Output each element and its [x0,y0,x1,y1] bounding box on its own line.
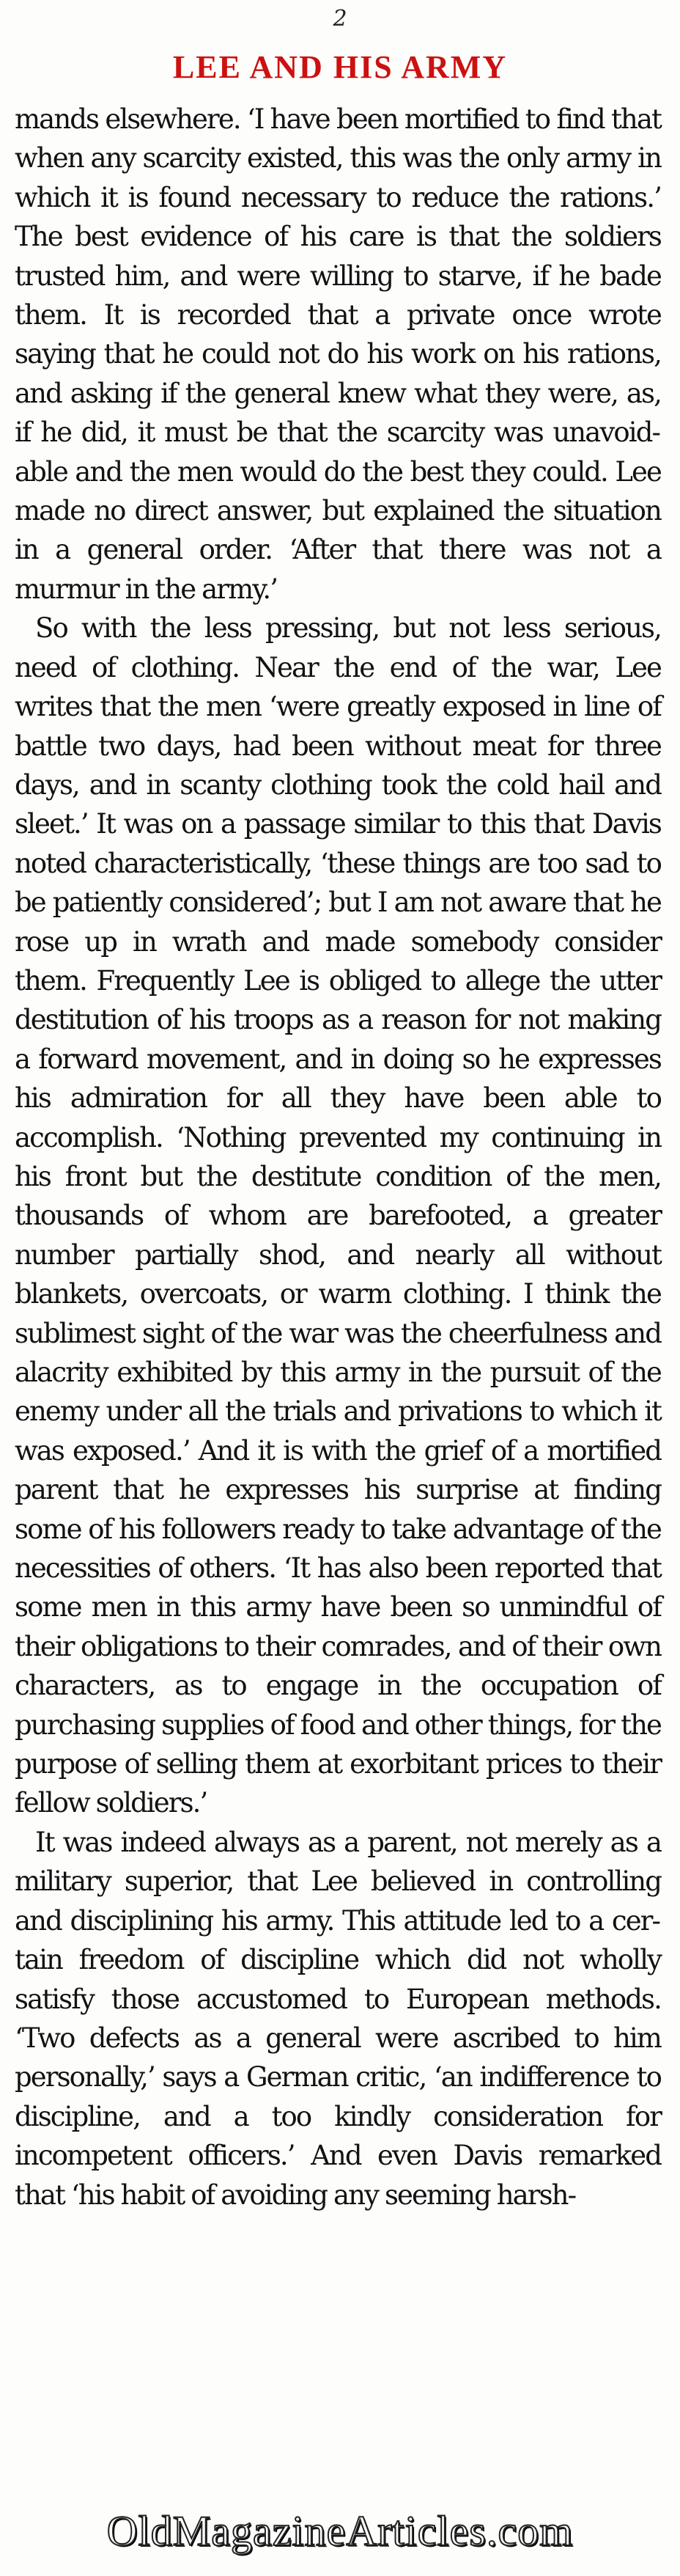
site-watermark: OldMagazineArticles.com [106,2507,574,2555]
page-number: 2 [333,6,347,32]
article-body [15,100,661,2214]
article-paragraph-3: It was indeed always as a parent, not merely as a military superior, that Lee believed in controlling and disciplining his army. This attitude led to a certain freedom of discipline which did not wholly satisfy those accustomed to European methods. ‘Two defects as a general were ascribed to him personally,’ says a German critic, ‘an indifference to discipline, and a too kindly consideration for incompetent officers.’ And even Davis remarked that ‘his habit of avoiding any seeming harsh- [15,1826,661,2211]
article-paragraph-2: So with the less pressing, but not less serious, need of clothing. Near the end of the war, Lee writes that the men ‘were greatly exposed in line of battle two days, had been without meat for three days, and in scanty clothing took the cold hail and sleet.’ It was on a passage similar to this that Davis noted characteristically, ‘these things are too sad to be patiently considered’; but I am not aware that he rose up in wrath and made somebody consider them. Frequently Lee is obliged to allege the utter destitution of his troops as a reason for not making a forward movement, and in doing so he expresses his admiration for all they have been able to accomplish. ‘Nothing prevented my continuing in his front but the destitute condition of the men, thousands of whom are barefooted, a greater number partially shod, and nearly all without blankets, overcoats, or warm clothing. I think the sublimest sight of the war was the cheerfulness and alacrity exhibited by this army in the pursuit of the enemy under all the trials and privations to which it was exposed.’ And it is with the grief of a mortified parent that he expresses his surprise at finding some of his followers ready to take advantage of the necessities of others. ‘It has also been reported that some men in this army have been so unmindful of their obligations to their comrades, and of their own characters, as to engage in the occupation of purchasing supplies of food and other things, for the purpose of selling them at exorbitant prices to their fellow soldiers.’ [15,612,661,1819]
article-paragraph-1: mands elsewhere. ‘I have been mortified to find that when any scarcity existed, this was the only army in which it is found necessary to reduce the rations.’ The best evidence of his care is that the soldiers trusted him, and were willing to starve, if he bade them. It is recorded that a private once wrote saying that he could not do his work on his rations, and asking if the general knew what they were, as, if he did, it must be that the scarcity was unavoidable and the men would do the best they could. Lee made no direct answer, but explained the situation in a general order. ‘After that there was not a murmur in the army.’ [15,103,661,605]
article-headline: LEE AND HIS ARMY [172,49,508,85]
